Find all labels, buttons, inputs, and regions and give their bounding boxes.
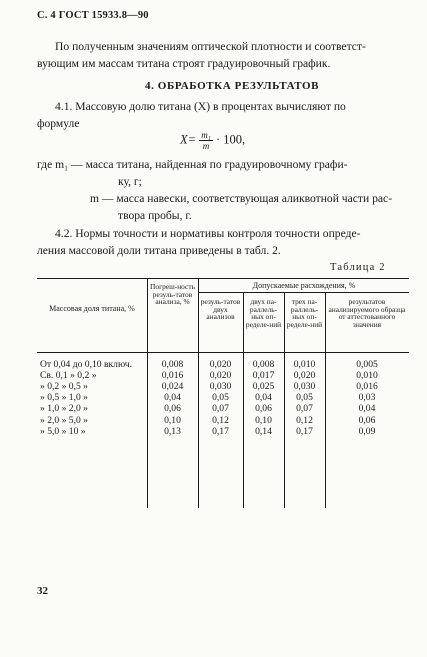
table-cell-b: 0,017 xyxy=(252,370,275,382)
formula-rhs: · 100, xyxy=(215,132,246,147)
table-cell-d: 0,13 xyxy=(164,425,181,437)
table-cell-e: 0,010 xyxy=(356,370,378,382)
table-row-range: От 0,04 до 0,10 включ. xyxy=(40,359,132,370)
section-title: 4. ОБРАБОТКА РЕЗУЛЬТАТОВ xyxy=(145,80,320,92)
intro-line-2: вующим им массам титана строят градуировочный график. xyxy=(37,57,331,70)
table-cell-e: 0,06 xyxy=(358,414,376,426)
column-header-three-parallel: трех па-раллель-ных оп-ределе-ний xyxy=(286,297,323,329)
paragraph-4-1-line-1: 4.1. Массовую долю титана (X) в процентах вычисляют по xyxy=(55,100,346,113)
page-number: 32 xyxy=(37,585,48,597)
table-cell-a: 0,020 xyxy=(209,359,232,370)
table-cell-d: 0,008 xyxy=(161,359,184,370)
column-header-mass-fraction: Массовая доля титана, % xyxy=(49,304,135,313)
formula-lhs: X= xyxy=(180,132,197,147)
where-line-1: где m₁ — масса титана, найденная по градуировочному графи- xyxy=(37,158,348,171)
table-cell-a: 0,05 xyxy=(212,392,229,404)
table-cell-a: 0,17 xyxy=(212,425,229,437)
table-cell-e: 0,005 xyxy=(356,359,378,370)
paragraph-4-2-line-1: 4.2. Нормы точности и нормативы контроля точности опреде- xyxy=(55,227,361,240)
table-row-range: » 5,0 » 10 » xyxy=(40,425,86,437)
table-cell-c: 0,07 xyxy=(296,403,313,415)
column-header-two-parallel: двух па-раллель-ных оп-ределе-ний xyxy=(245,297,282,329)
where-line-3: m — масса навески, соответствующая аликвотной части рас- xyxy=(90,192,393,205)
where-line-2: ку, г; xyxy=(118,175,142,188)
table-cell-e: 0,04 xyxy=(358,403,376,415)
table-cell-a: 0,030 xyxy=(209,381,232,393)
formula xyxy=(180,130,245,151)
paragraph-4-2-line-2: ления массовой доли титана приведены в табл. 2. xyxy=(37,244,281,257)
table-cell-a: 0,12 xyxy=(212,414,229,426)
formula-denominator: m xyxy=(202,141,210,151)
table-cell-b: 0,14 xyxy=(255,425,272,437)
table-cell-a: 0,07 xyxy=(212,403,229,415)
table-row-range: » 0,2 » 0,5 » xyxy=(40,381,88,393)
column-header-reference: результатов анализируемого образца от аттестованного значения xyxy=(328,297,406,329)
column-header-two-analyses: резуль-татов двух анализов xyxy=(200,297,241,322)
table-cell-d: 0,06 xyxy=(164,403,181,415)
running-header: С. 4 ГОСТ 15933.8—90 xyxy=(37,10,149,21)
where-line-4: твора пробы, г. xyxy=(118,209,192,222)
table-cell-d: 0,016 xyxy=(161,370,184,382)
table-cell-b: 0,025 xyxy=(252,381,275,393)
column-header-error: Погреш-ность резуль-татов анализа, % xyxy=(150,282,195,307)
table-cell-e: 0,016 xyxy=(356,381,378,393)
paragraph-4-1-line-2: формуле xyxy=(37,117,80,130)
table-cell-e: 0,09 xyxy=(358,425,376,437)
table-cell-b: 0,10 xyxy=(255,414,272,426)
table-caption: Таблица 2 xyxy=(330,262,386,273)
intro-line-1: По полученным значениям оптической плотности и соответст- xyxy=(55,40,366,53)
table-cell-c: 0,030 xyxy=(293,381,316,393)
table-cell-b: 0,06 xyxy=(255,403,272,415)
table-cell-d: 0,04 xyxy=(164,392,181,404)
table-cell-b: 0,04 xyxy=(255,392,272,404)
table-cell-a: 0,020 xyxy=(209,370,232,382)
table-row-range: » 0,5 » 1,0 » xyxy=(40,392,88,404)
formula-fraction xyxy=(199,130,213,151)
table-cell-c: 0,12 xyxy=(296,414,313,426)
table-row-range: » 2,0 » 5,0 » xyxy=(40,414,88,426)
table-cell-e: 0,03 xyxy=(358,392,376,404)
table-cell-c: 0,05 xyxy=(296,392,313,404)
table-cell-c: 0,020 xyxy=(293,370,316,382)
table-cell-d: 0,10 xyxy=(164,414,181,426)
column-group-header: Допускаемые расхождения, % xyxy=(252,281,356,290)
table-cell-c: 0,010 xyxy=(293,359,316,370)
table-row-range: » 1,0 » 2,0 » xyxy=(40,403,88,415)
formula-numerator: m₁ xyxy=(201,130,211,140)
table-cell-c: 0,17 xyxy=(296,425,313,437)
table-cell-b: 0,008 xyxy=(252,359,275,370)
table-cell-d: 0,024 xyxy=(161,381,184,393)
table-row-range: Св. 0,1 » 0,2 » xyxy=(40,370,97,382)
